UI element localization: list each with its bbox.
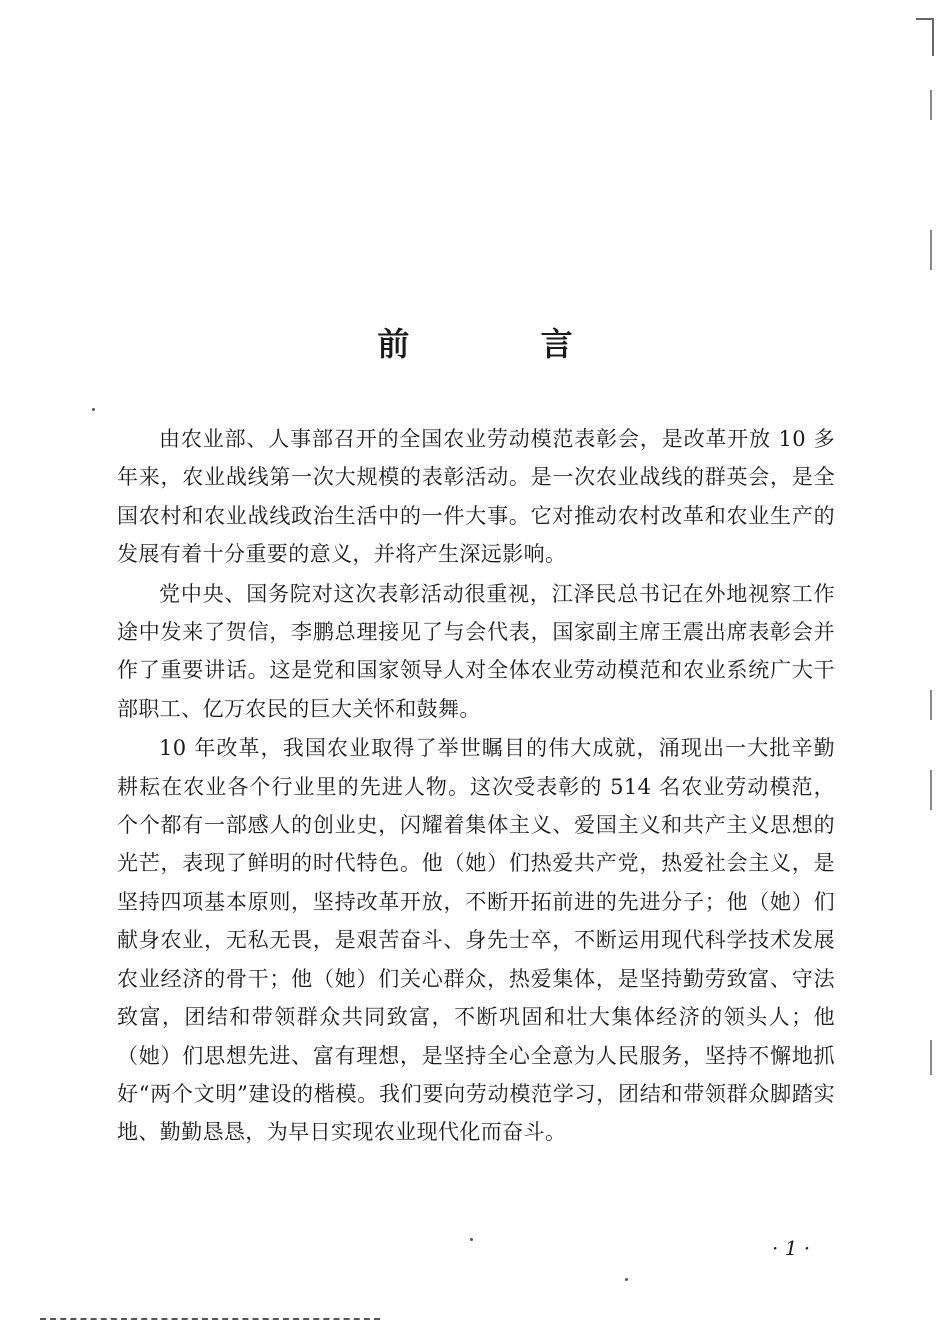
body-text xyxy=(117,420,835,1153)
scan-edge-mark xyxy=(930,690,932,720)
scan-speck xyxy=(625,1278,628,1281)
scan-edge-mark xyxy=(930,90,932,120)
page-number: · 1 · xyxy=(772,1236,811,1260)
scan-speck xyxy=(92,408,95,411)
scan-edge-mark xyxy=(930,1040,932,1075)
scan-corner-mark xyxy=(916,18,934,56)
paragraph: 10 年改革，我国农业取得了举世瞩目的伟大成就，涌现出一大批辛勤耕耘在农业各个行业里的先进人物。这次受表彰的 514 名农业劳动模范，个个都有一部感人的创业史，闪耀着集体主义、爱国主义和共产主义思想的光芒，表现了鲜明的时代特色。他（她）们热爱共产党，热爱社会主义，是坚持四项基本原则，坚持改革开放，不断开拓前进的先进分子；他（她）们献身农业，无私无畏，是艰苦奋斗、身先士卒，不断运用现代科学技术发展农业经济的骨干；他（她）们关心群众，热爱集体，是坚持勤劳致富、守法致富，团结和带领群众共同致富，不断巩固和壮大集体经济的领头人；他（她）们思想先进、富有理想，是坚持全心全意为人民服务，坚持不懈地抓好“两个文明”建设的楷模。我们要向劳动模范学习，团结和带领群众脚踏实地、勤勤恳恳，为早日实现农业现代化而奋斗。 xyxy=(117,736,835,1145)
page-title: 前 言 xyxy=(377,325,633,364)
scan-edge-mark xyxy=(930,770,932,810)
scan-speck xyxy=(470,1238,473,1241)
paragraph: 党中央、国务院对这次表彰活动很重视，江泽民总书记在外地视察工作途中发来了贺信，李鹏总理接见了与会代表，国家副主席王震出席表彰会并作了重要讲话。这是党和国家领导人对全体农业劳动模范和农业系统广大干部职工、亿万农民的巨大关怀和鼓舞。 xyxy=(117,581,835,721)
scan-edge-mark xyxy=(930,230,932,270)
scan-bottom-rule xyxy=(40,1318,380,1320)
paragraph: 由农业部、人事部召开的全国农业劳动模范表彰会，是改革开放 10 多年来，农业战线第一次大规模的表彰活动。是一次农业战线的群英会，是全国农村和农业战线政治生活中的一件大事。它对推动农村改革和农业生产的发展有着十分重要的意义，并将产生深远影响。 xyxy=(117,427,835,567)
